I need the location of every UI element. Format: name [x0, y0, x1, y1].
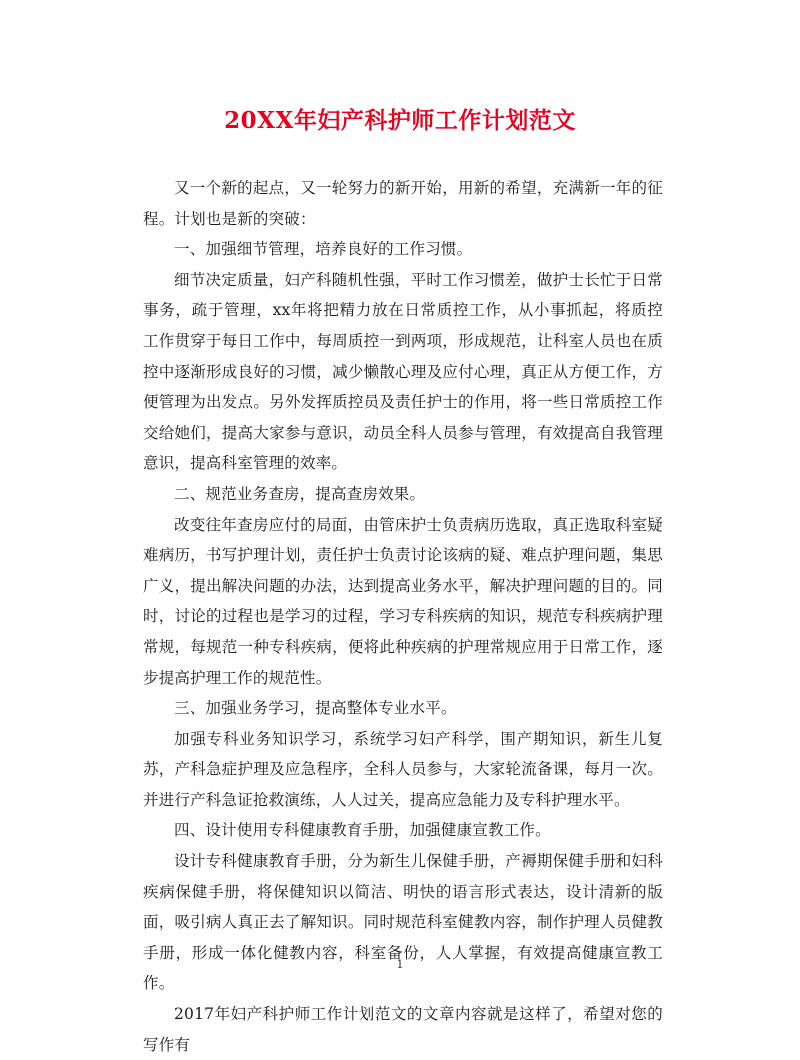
section-paragraph-3: 加强专科业务知识学习，系统学习妇产科学，围产期知识，新生儿复苏，产科急症护理及应急程序，全科人员参与，大家轮流备课，每月一次。并进行产科急证抢救演练，人人过关，提高应急能力及专科护理水平。 [143, 729, 663, 809]
document-title: 20XX年妇产科护师工作计划范文 [224, 107, 576, 134]
intro-paragraph: 又一个新的起点，又一轮努力的新开始，用新的希望，充满新一年的征程。计划也是新的突破： [143, 179, 663, 228]
closing-paragraph: 2017年妇产科护师工作计划范文的文章内容就是这样了，希望对您的写作有 [143, 1005, 663, 1054]
section-heading-3: 三、加强业务学习，提高整体专业水平。 [174, 699, 457, 718]
page-number: 1 [396, 958, 404, 971]
section-heading-2: 二、规范业务查房，提高查房效果。 [174, 484, 426, 503]
document-body [143, 173, 663, 1060]
section-heading-4: 四、设计使用专科健康教育手册，加强健康宣教工作。 [174, 821, 551, 840]
section-paragraph-2: 改变往年查房应付的局面，由管床护士负责病历选取，真正选取科室疑难病历，书写护理计划，责任护士负责讨论该病的疑、难点护理问题，集思广义，提出解决问题的办法，达到提高业务水平，解决护理问题的目的。同时，讨论的过程也是学习的过程，学习专科疾病的知识，规范专科疾病护理常规，每规范一种专科疾病，便将此种疾病的护理常规应用于日常工作，逐步提高护理工作的规范性。 [143, 515, 663, 687]
section-heading-1: 一、加强细节管理，培养良好的工作习惯。 [174, 240, 473, 259]
section-paragraph-4: 设计专科健康教育手册，分为新生儿保健手册，产褥期保健手册和妇科疾病保健手册，将保健知识以简洁、明快的语言形式表达，设计清新的版面，吸引病人真正去了解知识。同时规范科室健教内容，制作护理人员健教手册，形成一体化健教内容，科室备份，人人掌握，有效提高健康宣教工作。 [143, 852, 663, 993]
section-paragraph-1: 细节决定质量，妇产科随机性强，平时工作习惯差，做护士长忙于日常事务，疏于管理，xx年将把精力放在日常质控工作，从小事抓起，将质控工作贯穿于每日工作中，每周质控一到两项，形成规范，让科室人员也在质控中逐渐形成良好的习惯，减少懒散心理及应付心理，真正从方便工作，方便管理为出发点。另外发挥质控员及责任护士的作用，将一些日常质控工作交给她们，提高大家参与意识，动员全科人员参与管理，有效提高自我管理意识，提高科室管理的效率。 [143, 270, 663, 473]
